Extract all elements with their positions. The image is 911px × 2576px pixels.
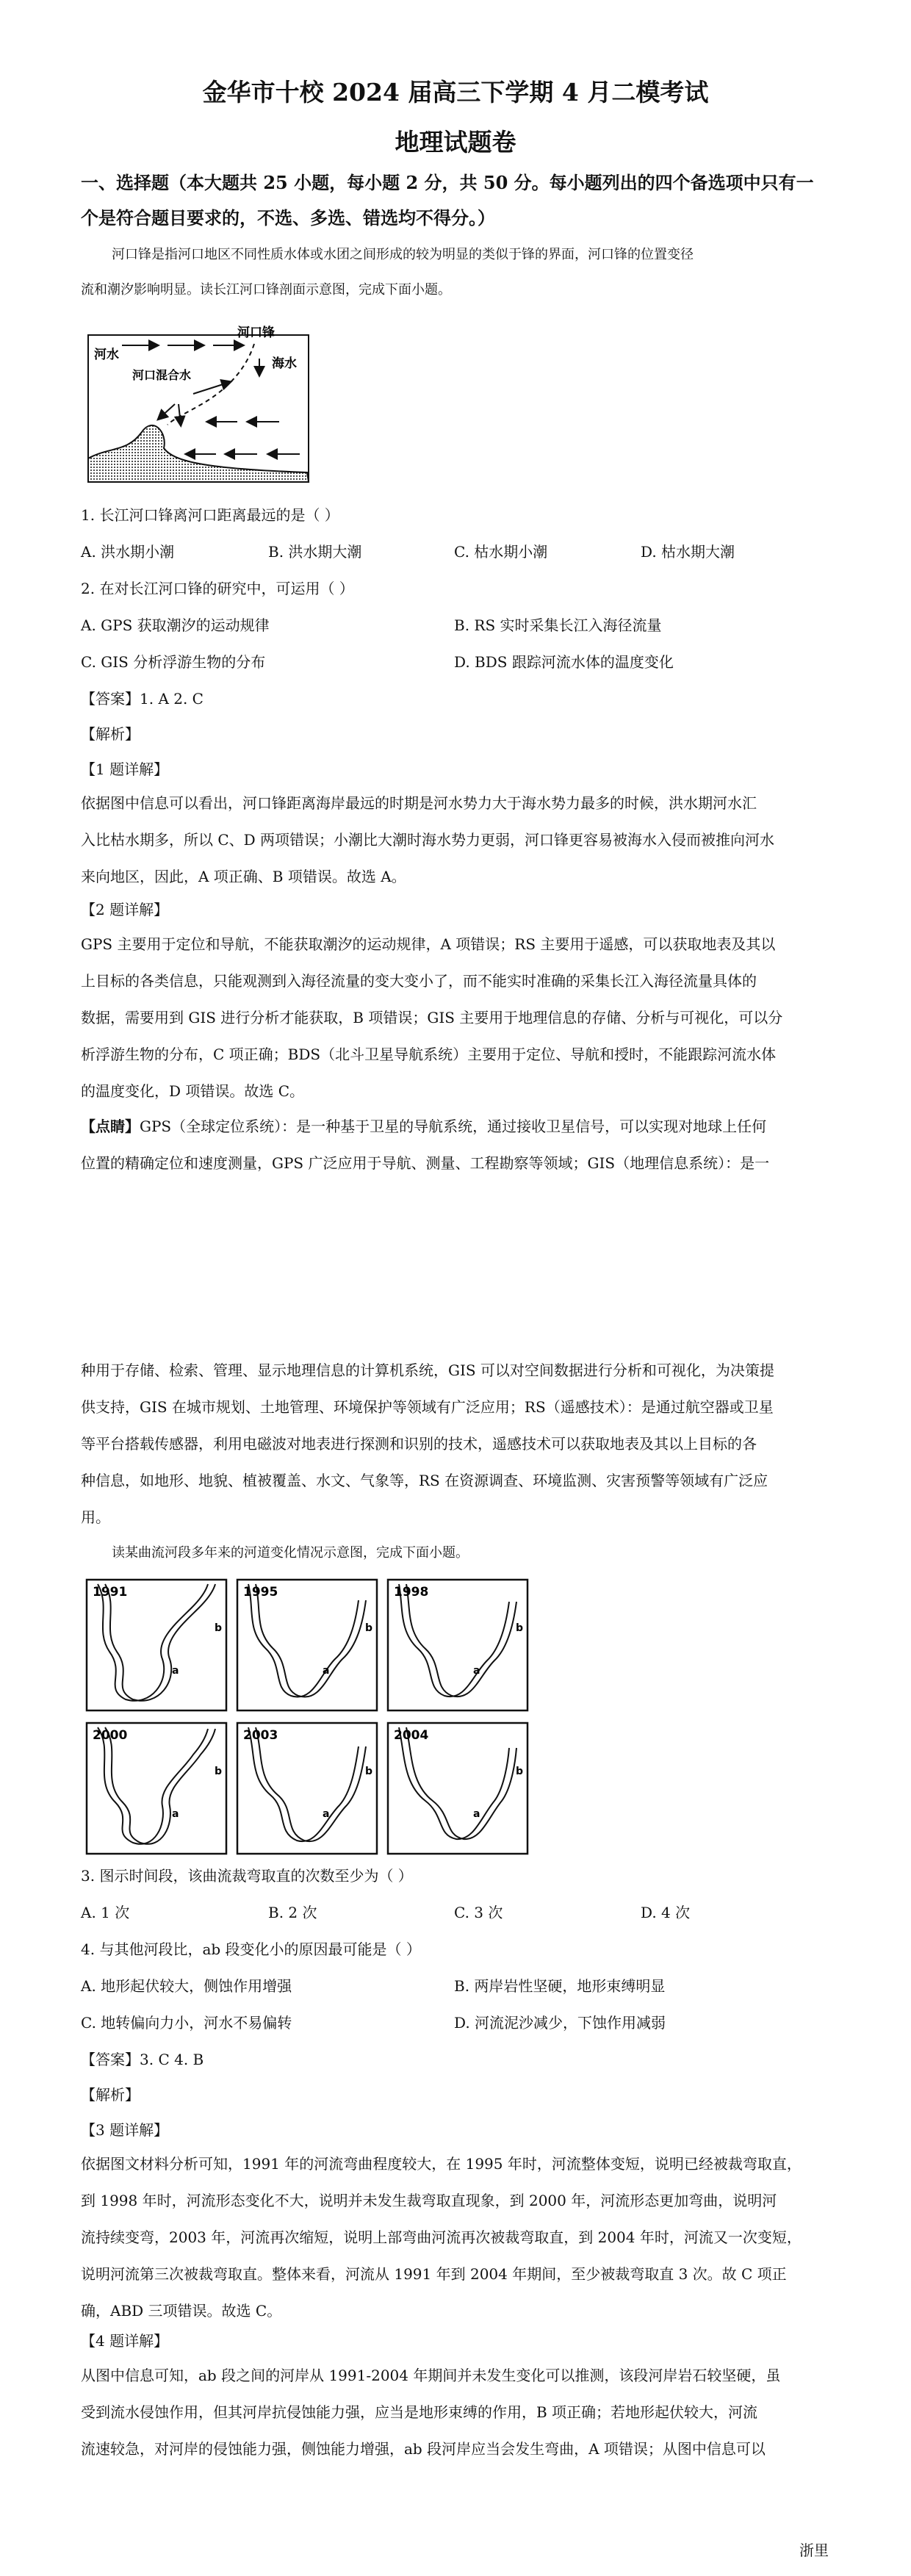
tip-cont-line: 用。 <box>81 1508 110 1526</box>
point-a-label: a <box>473 1665 480 1677</box>
meander-panel <box>87 1723 226 1854</box>
option-2d[interactable]: D. BDS 跟踪河流水体的温度变化 <box>454 653 674 671</box>
tip-line: 位置的精确定位和速度测量，GPS 广泛应用于导航、测量、工程勘察等领域；GIS（地理信息系统）：是一 <box>81 1154 770 1172</box>
label-mixed-water: 河口混合水 <box>132 368 192 382</box>
panel-year-label: 2003 <box>243 1728 278 1743</box>
detail-4-line: 受到流水侵蚀作用，但其河岸抗侵蚀能力强，应当是地形束缚的作用，B 项正确；若地形起伏较大，河流 <box>81 2403 758 2421</box>
detail-1-tag: 【1 题详解】 <box>81 760 169 778</box>
meander-panel <box>388 1580 527 1710</box>
exam-subtitle: 地理试题卷 <box>395 128 516 156</box>
group1-intro-line-2: 流和潮汐影响明显。读长江河口锋剖面示意图，完成下面小题。 <box>81 282 451 298</box>
detail-2-line: 数据，需要用到 GIS 进行分析才能获取，B 项错误；GIS 主要用于地理信息的存储、分析与可视化，可以分 <box>81 1009 783 1026</box>
option-3d[interactable]: D. 4 次 <box>641 1904 691 1921</box>
footer-watermark: 浙里 <box>799 2541 829 2559</box>
question-2-stem: 2. 在对长江河口锋的研究中，可运用（ ） <box>81 580 354 597</box>
label-sea-water: 海水 <box>272 356 297 371</box>
option-4d[interactable]: D. 河流泥沙减少，下蚀作用减弱 <box>454 2014 666 2032</box>
point-a-label: a <box>473 1808 480 1820</box>
point-a-label: a <box>323 1665 330 1677</box>
panel-year-label: 1998 <box>394 1585 429 1600</box>
option-2a[interactable]: A. GPS 获取潮汐的运动规律 <box>81 616 270 634</box>
answer-3-4: 【答案】3. C 4. B <box>81 2051 204 2068</box>
option-4c[interactable]: C. 地转偏向力小，河水不易偏转 <box>81 2014 292 2032</box>
detail-3-line: 确，ABD 三项错误。故选 C。 <box>81 2302 282 2320</box>
point-b-label: b <box>516 1766 524 1777</box>
option-4a[interactable]: A. 地形起伏较大，侧蚀作用增强 <box>81 1977 292 1995</box>
question-1-options <box>81 540 838 562</box>
point-b-label: b <box>365 1622 373 1634</box>
meander-panel <box>237 1580 377 1710</box>
point-a-label: a <box>323 1808 330 1820</box>
meander-panel <box>87 1580 226 1710</box>
question-1-stem: 1. 长江河口锋离河口距离最远的是（ ） <box>81 506 339 524</box>
option-3a[interactable]: A. 1 次 <box>81 1904 130 1921</box>
tip-cont-line: 等平台搭载传感器，利用电磁波对地表进行探测和识别的技术，遥感技术可以获取地表及其以上目标的各 <box>81 1435 757 1453</box>
group1-intro-line-1: 河口锋是指河口地区不同性质水体或水团之间形成的较为明显的类似于锋的界面，河口锋的位置变径 <box>112 247 694 262</box>
option-1a[interactable]: A. 洪水期小潮 <box>81 543 175 561</box>
label-estuary-front: 河口锋 <box>237 325 275 340</box>
analysis-tag-2: 【解析】 <box>81 2086 140 2104</box>
detail-4-tag: 【4 题详解】 <box>81 2332 169 2350</box>
detail-3-line: 到 1998 年时，河流形态变化不大，说明并未发生裁弯取直现象，到 2000 年，河流形态更加弯曲，说明河 <box>81 2192 777 2209</box>
detail-1-line: 依据图中信息可以看出，河口锋距离海岸最远的时期是河水势力大于海水势力最多的时候，洪水期河水汇 <box>81 794 757 812</box>
point-a-label: a <box>172 1808 179 1820</box>
detail-3-line: 依据图文材料分析可知，1991 年的河流弯曲程度较大，在 1995 年时，河流整体变短，说明已经被裁弯取直， <box>81 2155 802 2173</box>
detail-2-tag: 【2 题详解】 <box>81 901 169 918</box>
analysis-tag-1: 【解析】 <box>81 725 140 743</box>
point-b-label: b <box>215 1766 223 1777</box>
meander-panel <box>237 1723 377 1854</box>
section-heading-line-2: 个是符合题目要求的，不选、多选、错选均不得分。） <box>81 207 495 229</box>
panel-year-label: 1991 <box>93 1585 128 1600</box>
option-2c[interactable]: C. GIS 分析浮游生物的分布 <box>81 653 266 671</box>
option-1d[interactable]: D. 枯水期大潮 <box>641 543 735 561</box>
question-4-options-row1 <box>81 1974 838 1996</box>
detail-2-line: 上目标的各类信息，只能观测到入海径流量的变大变小了，而不能实时准确的采集长江入海径流量具体的 <box>81 972 757 990</box>
detail-2-line: 的温度变化，D 项错误。故选 C。 <box>81 1082 305 1100</box>
question-4-options-row2 <box>81 2011 838 2033</box>
estuary-front-diagram <box>87 322 311 485</box>
group1-intro <box>81 237 838 308</box>
question-1 <box>81 503 339 525</box>
question-4-stem: 4. 与其他河段比，ab 段变化小的原因最可能是（ ） <box>81 1940 421 1958</box>
detail-4-line: 从图中信息可知，ab 段之间的河岸从 1991-2004 年期间并未发生变化可以推测，该段河岸岩石较坚硬，虽 <box>81 2367 781 2384</box>
label-river-water: 河水 <box>94 348 119 362</box>
detail-3-line: 流持续变弯，2003 年，河流再次缩短，说明上部弯曲河流再次被裁弯取直，到 2004 年时，河流又一次变短， <box>81 2228 802 2246</box>
detail-2-line: 析浮游生物的分布，C 项正确；BDS（北斗卫星导航系统）主要用于定位、导航和授时，不能跟踪河流水体 <box>81 1046 777 1063</box>
option-1c[interactable]: C. 枯水期小潮 <box>454 543 548 561</box>
tip-tag: 【点睛】 <box>81 1118 140 1135</box>
panel-year-label: 2000 <box>93 1728 128 1743</box>
detail-4-line: 流速较急，对河岸的侵蚀能力强，侧蚀能力增强，ab 段河岸应当会发生弯曲，A 项错误；从图中信息可以 <box>81 2440 766 2458</box>
answer-1-2: 【答案】1. A 2. C <box>81 690 204 708</box>
question-2-options-row2 <box>81 650 838 672</box>
tip-line: GPS（全球定位系统）：是一种基于卫星的导航系统，通过接收卫星信号，可以实现对地球上任何 <box>140 1118 767 1135</box>
detail-3-line: 说明河流第三次被裁弯取直。整体来看，河流从 1991 年到 2004 年期间，至少被裁弯取直 3 次。故 C 项正 <box>81 2265 787 2283</box>
tip-cont-line: 供支持，GIS 在城市规划、土地管理、环境保护等领域有广泛应用；RS（遥感技术）：是通过航空器或卫星 <box>81 1398 774 1416</box>
detail-2-line: GPS 主要用于定位和导航，不能获取潮汐的运动规律，A 项错误；RS 主要用于遥感，可以获取地表及其以 <box>81 935 776 953</box>
detail-4-text <box>81 2357 838 2467</box>
question-3-options <box>81 1901 838 1923</box>
option-2b[interactable]: B. RS 实时采集长江入海径流量 <box>454 616 662 634</box>
section-heading <box>81 165 830 236</box>
detail-1-line: 来向地区，因此，A 项正确、B 项错误。故选 A。 <box>81 868 406 885</box>
tip-cont-line: 种用于存储、检索、管理、显示地理信息的计算机系统，GIS 可以对空间数据进行分析和可视化，为决策提 <box>81 1361 774 1379</box>
detail-1-text <box>81 785 838 895</box>
meander-panels-svg <box>85 1578 541 1857</box>
option-3b[interactable]: B. 2 次 <box>268 1904 317 1921</box>
point-b-label: b <box>365 1766 373 1777</box>
tip-continued <box>81 1352 838 1536</box>
group2-intro: 读某曲流河段多年来的河道变化情况示意图，完成下面小题。 <box>112 1545 469 1561</box>
exam-title: 金华市十校 2024 届高三下学期 4 月二模考试 <box>202 78 709 107</box>
detail-3-tag: 【3 题详解】 <box>81 2121 169 2139</box>
question-2-options-row1 <box>81 614 838 636</box>
question-3-stem: 3. 图示时间段，该曲流裁弯取直的次数至少为（ ） <box>81 1867 413 1885</box>
meander-figure <box>85 1578 541 1857</box>
option-4b[interactable]: B. 两岸岩性坚硬，地形束缚明显 <box>454 1977 666 1995</box>
panel-year-label: 2004 <box>394 1728 429 1743</box>
tip-cont-line: 种信息，如地形、地貌、植被覆盖、水文、气象等，RS 在资源调查、环境监测、灾害预警等领域有广泛应 <box>81 1472 768 1489</box>
meander-panel <box>388 1723 527 1854</box>
option-1b[interactable]: B. 洪水期大潮 <box>268 543 362 561</box>
detail-3-text <box>81 2145 838 2329</box>
option-3c[interactable]: C. 3 次 <box>454 1904 503 1921</box>
detail-2-text <box>81 926 838 1109</box>
detail-1-line: 入比枯水期多，所以 C、D 两项错误；小潮比大潮时海水势力更弱，河口锋更容易被海水入侵而被推向河水 <box>81 831 775 849</box>
point-b-label: b <box>516 1622 524 1634</box>
tip-text <box>81 1108 838 1181</box>
point-a-label: a <box>172 1665 179 1677</box>
point-b-label: b <box>215 1622 223 1634</box>
panel-year-label: 1995 <box>243 1585 278 1600</box>
section-heading-line-1: 一、选择题（本大题共 25 小题，每小题 2 分，共 50 分。每小题列出的四个备选项中只有一 <box>81 172 814 193</box>
